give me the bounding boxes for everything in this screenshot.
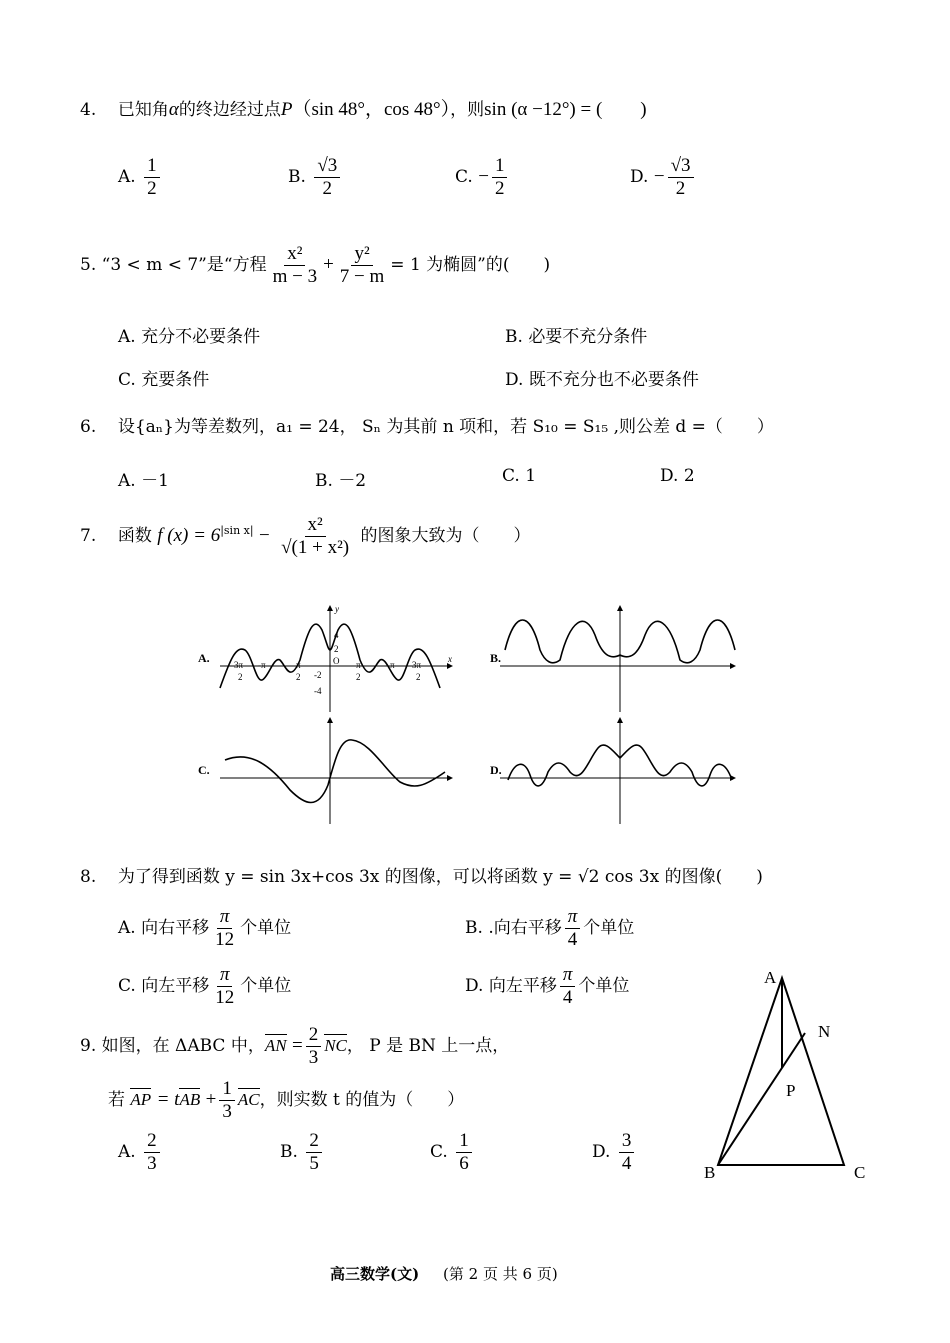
- q4-alpha: α: [168, 99, 179, 120]
- denominator: 2: [147, 177, 157, 199]
- fraction: [212, 964, 237, 1009]
- q9-line1-pre: 如图，在 ΔABC 中，: [101, 1035, 265, 1056]
- numerator: π: [217, 906, 233, 929]
- q9-line2-pre: 若: [108, 1089, 125, 1110]
- tick-x-negpi: -π: [258, 660, 266, 670]
- tick-x-pi2: π: [356, 660, 361, 670]
- option-pre: 向左平移: [141, 975, 210, 996]
- fraction: [492, 155, 508, 200]
- graph-c[interactable]: [198, 718, 452, 824]
- q5-stem: [80, 243, 550, 288]
- denominator: 5: [309, 1152, 319, 1174]
- q9-option-d[interactable]: [592, 1130, 637, 1175]
- option-text: 既不充分也不必要条件: [528, 370, 699, 390]
- q7-stem: [80, 514, 531, 559]
- fraction: [212, 906, 237, 951]
- tick-x-3pi2: 3π: [412, 660, 422, 670]
- option-text: 充要条件: [141, 370, 210, 390]
- q6-option-a[interactable]: [118, 466, 169, 491]
- q5-fraction-y: [337, 243, 388, 288]
- option-label: D.: [660, 466, 679, 486]
- q7-exponent: |sin x|: [220, 524, 254, 538]
- denominator: 4: [621, 1152, 632, 1174]
- tick-y-neg4: -4: [314, 686, 322, 696]
- fraction: [219, 1078, 235, 1123]
- q9-triangle-figure: [690, 960, 890, 1190]
- fraction: [306, 1130, 322, 1175]
- vector-an: AN: [264, 1035, 287, 1055]
- q4-option-a[interactable]: [118, 155, 163, 200]
- option-text: 必要不充分条件: [528, 327, 648, 347]
- negative-sign: −: [653, 165, 665, 187]
- q6-option-c[interactable]: [502, 466, 536, 486]
- denominator: 2: [494, 177, 505, 199]
- numerator: √3: [668, 155, 694, 178]
- tick-x-negpi2: π: [296, 660, 301, 670]
- q4-stem-pre: 已知角: [117, 100, 169, 120]
- q4-stem-mid: 的终边经过点: [178, 100, 281, 120]
- tick-x-pi: π: [390, 660, 395, 670]
- fraction: [560, 964, 576, 1009]
- q6-number: 6.: [80, 417, 97, 437]
- denominator: m − 3: [272, 265, 318, 287]
- option-text: 充分不必要条件: [141, 327, 261, 347]
- option-label: C.: [502, 466, 520, 486]
- plus-sign: +: [205, 1088, 217, 1110]
- option-label: D.: [592, 1141, 611, 1162]
- footer-subject: 高三数学(文): [330, 1265, 420, 1283]
- q9-line2: [108, 1078, 464, 1123]
- numerator: 1: [456, 1130, 472, 1153]
- option-pre: 向右平移: [141, 917, 210, 938]
- q8-option-a[interactable]: [118, 906, 291, 951]
- q8-option-d[interactable]: [465, 964, 629, 1009]
- vector-ap: AP: [130, 1089, 152, 1109]
- vector-ac: AC: [237, 1089, 260, 1109]
- option-pre: .向右平移: [488, 917, 562, 938]
- page-footer: [330, 1263, 558, 1284]
- tick-x-neg3pi2: 3π: [234, 660, 244, 670]
- label-p: P: [786, 1081, 796, 1100]
- q5-option-d[interactable]: [505, 365, 699, 390]
- denominator: 4: [562, 986, 573, 1008]
- vector-nc: NC: [324, 1035, 347, 1055]
- vector-ab: AB: [179, 1089, 201, 1109]
- option-post: 个单位: [240, 917, 292, 938]
- q7-graphs: [190, 600, 750, 832]
- graph-label-a: A.: [198, 651, 210, 665]
- numerator: π: [560, 964, 576, 987]
- q6-option-d[interactable]: [660, 466, 695, 486]
- denominator: 12: [215, 928, 235, 950]
- option-label: A.: [118, 327, 136, 347]
- option-label: D.: [630, 166, 649, 187]
- q5-option-b[interactable]: [505, 322, 647, 347]
- label-c: C: [854, 1163, 866, 1182]
- footer-page-number: (第 2 页 共 6 页): [443, 1265, 558, 1283]
- option-text: －1: [141, 471, 169, 491]
- option-label: D.: [505, 370, 524, 390]
- origin-label: O: [333, 656, 340, 666]
- option-text: －2: [338, 471, 367, 491]
- denominator: 4: [567, 928, 578, 950]
- fraction: [144, 1130, 160, 1175]
- q9-option-c[interactable]: [430, 1130, 475, 1175]
- label-b: B: [704, 1163, 716, 1182]
- numerator: 3: [619, 1130, 635, 1153]
- numerator: x²: [284, 243, 305, 266]
- graph-label-d: D.: [490, 763, 502, 777]
- q5-tail: = 1 为椭圆”的( ): [390, 254, 551, 275]
- tick-den: 2: [238, 672, 243, 682]
- q7-number: 7.: [80, 525, 97, 546]
- q5-option-c[interactable]: [118, 365, 209, 390]
- denominator: 7 − m: [339, 265, 385, 287]
- q5-option-a[interactable]: [118, 322, 260, 347]
- equals-sign: =: [291, 1034, 303, 1056]
- numerator: 2: [306, 1130, 322, 1153]
- fraction: [456, 1130, 472, 1175]
- denominator: 2: [322, 177, 333, 199]
- denominator: 12: [215, 986, 235, 1008]
- q4-option-d[interactable]: [630, 155, 697, 200]
- tick-y-2: 2: [334, 644, 339, 654]
- minus-sign: −: [258, 524, 270, 546]
- tick-den: 2: [356, 672, 361, 682]
- q6-text: 设{aₙ}为等差数列，a₁ = 24， Sₙ 为其前 n 项和，若 S₁₀ = S₁₅ ,则公差 d =（ ）: [117, 417, 774, 437]
- label-n: N: [818, 1022, 831, 1041]
- option-post: 个单位: [578, 975, 630, 996]
- fraction: [565, 906, 581, 951]
- q9-line2-post: ，则实数 t 的值为（ ）: [259, 1089, 465, 1110]
- q9-line1-post: ， P 是 BN 上一点，: [346, 1035, 510, 1056]
- q7-post: 的图象大致为（ ）: [360, 525, 531, 546]
- y-axis-label: y: [335, 604, 339, 614]
- q9-option-b[interactable]: [280, 1130, 325, 1175]
- curve-c: [225, 740, 445, 803]
- plus-sign: +: [323, 253, 334, 275]
- numerator: π: [565, 906, 581, 929]
- option-pre: 向左平移: [488, 975, 557, 996]
- negative-sign: −: [478, 165, 489, 187]
- q9-number: 9.: [80, 1035, 97, 1056]
- q5-number: 5.: [80, 254, 97, 275]
- tick-y-neg2: -2: [314, 670, 322, 680]
- option-label: A.: [118, 917, 136, 938]
- q5-fraction-x: [270, 243, 321, 288]
- numerator: x²: [305, 514, 326, 537]
- numerator: √3: [314, 155, 340, 178]
- x-axis-label: x: [448, 654, 452, 664]
- graph-a[interactable]: [198, 606, 452, 712]
- q8-text: 为了得到函数 y = sin 3x+cos 3x 的图像，可以将函数 y = √2 cos 3x 的图像( ): [117, 867, 763, 887]
- label-a: A: [764, 968, 777, 987]
- option-text: 2: [683, 466, 695, 486]
- graph-b[interactable]: [490, 606, 735, 712]
- option-label: D.: [465, 975, 484, 996]
- q8-number: 8.: [80, 867, 97, 887]
- fraction: [668, 155, 694, 200]
- option-label: B.: [288, 166, 306, 187]
- q9-option-a[interactable]: [118, 1130, 163, 1175]
- tick-den: 2: [296, 672, 301, 682]
- q6-stem: [80, 412, 774, 437]
- graph-label-c: C.: [198, 763, 210, 777]
- option-label: B.: [465, 917, 483, 938]
- q6-option-b[interactable]: [315, 466, 366, 491]
- tick-y-4: 4: [334, 630, 339, 640]
- q4-coords: （sin 48°，cos 48°）: [292, 99, 451, 120]
- denominator: √(1 + x²): [281, 536, 350, 558]
- q4-stem-post: ，则: [450, 100, 485, 120]
- option-label: B.: [315, 471, 333, 491]
- q8-stem: [80, 862, 763, 887]
- q4-number: 4.: [80, 100, 97, 120]
- option-label: C.: [118, 975, 136, 996]
- denominator: 3: [222, 1100, 232, 1122]
- numerator: 1: [144, 155, 160, 178]
- numerator: y²: [351, 243, 372, 266]
- fraction: [306, 1024, 322, 1069]
- denominator: 3: [308, 1046, 319, 1068]
- q4-option-b[interactable]: [288, 155, 343, 200]
- q4-point: P: [280, 99, 293, 120]
- q8-option-b[interactable]: [465, 906, 634, 951]
- q8-option-c[interactable]: [118, 964, 291, 1009]
- q7-pre: 函数: [117, 525, 152, 546]
- q9-line1: [80, 1024, 509, 1069]
- denominator: 6: [459, 1152, 469, 1174]
- fraction: [314, 155, 340, 200]
- denominator: 2: [675, 177, 686, 199]
- option-text: 1: [525, 466, 537, 486]
- option-post: 个单位: [583, 917, 635, 938]
- graph-label-b: B.: [490, 651, 502, 665]
- numerator: 1: [492, 155, 508, 178]
- q4-option-c[interactable]: [455, 155, 510, 200]
- option-post: 个单位: [240, 975, 292, 996]
- numerator: 2: [306, 1024, 322, 1047]
- tick-den: 2: [416, 672, 421, 682]
- fraction: [619, 1130, 635, 1175]
- numerator: 1: [219, 1078, 235, 1101]
- q7-function: f (x) = 6: [157, 524, 221, 546]
- graph-d[interactable]: [490, 718, 735, 824]
- option-label: A.: [118, 166, 136, 187]
- numerator: π: [217, 964, 233, 987]
- q7-fraction: [278, 514, 352, 559]
- q5-condition: “3 < m < 7”是“方程: [101, 254, 267, 275]
- fraction: [144, 155, 160, 200]
- denominator: 3: [147, 1152, 157, 1174]
- option-label: B.: [505, 327, 523, 347]
- option-label: C.: [430, 1141, 448, 1162]
- numerator: 2: [144, 1130, 160, 1153]
- option-label: A.: [118, 1141, 136, 1162]
- option-label: B.: [280, 1141, 298, 1162]
- option-label: C.: [118, 370, 136, 390]
- option-label: C.: [455, 166, 473, 187]
- q4-expr: sin (α −12°) = ( ): [484, 99, 647, 120]
- equals-t: = t: [156, 1088, 180, 1110]
- q4-stem: [80, 94, 647, 121]
- option-label: A.: [118, 471, 136, 491]
